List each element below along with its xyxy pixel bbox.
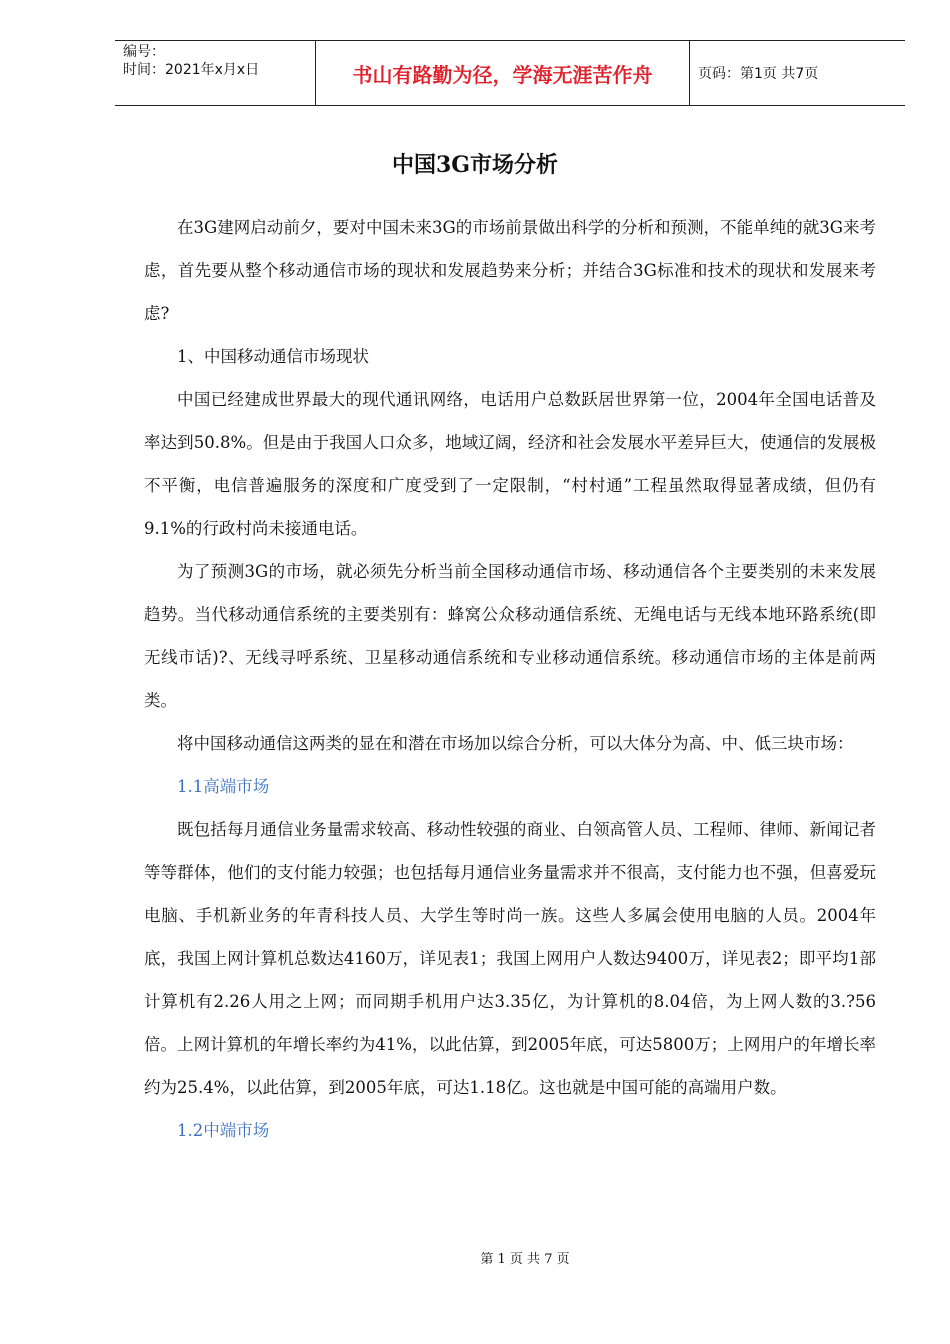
paragraph-market-status: 中国已经建成世界最大的现代通讯网络，电话用户总数跃居世界第一位，2004年全国电话普及率达到50.8%。但是由于我国人口众多，地域辽阔，经济和社会发展水平差异巨大，使通信的发展极不平衡，电信普遍服务的深度和广度受到了一定限制，“村村通”工程虽然取得显著成绩，但仍有9.1%的行政村尚未接通电话。: [144, 390, 876, 538]
header-meta: [115, 41, 316, 105]
document-body: [144, 206, 876, 1152]
subheading-high-end-market: 1.1高端市场: [177, 777, 270, 796]
paragraph-intro: 在3G建网启动前夕，要对中国未来3G的市场前景做出科学的分析和预测，不能单纯的就3G来考虑，首先要从整个移动通信市场的现状和发展趋势来分析；并结合3G标准和技术的现状和发展来考虑?: [144, 218, 876, 323]
header-motto: 书山有路勤为径，学海无涯苦作舟: [316, 41, 690, 105]
document-header: [115, 40, 905, 106]
header-page-info: 页码：第1页 共7页: [698, 66, 819, 82]
document-title: 中国3G市场分析: [391, 152, 559, 178]
document-time-label: 时间：2021年x月x日: [123, 62, 260, 78]
paragraph-market-segments: 将中国移动通信这两类的显在和潜在市场加以综合分析，可以大体分为高、中、低三块市场：: [177, 734, 854, 753]
section-heading-1: 1、中国移动通信市场现状: [177, 347, 369, 366]
paragraph-forecast: 为了预测3G的市场，就必须先分析当前全国移动通信市场、移动通信各个主要类别的未来发展趋势。当代移动通信系统的主要类别有：蜂窝公众移动通信系统、无绳电话与无线本地环路系统(即无线市话)?、无线寻呼系统、卫星移动通信系统和专业移动通信系统。移动通信市场的主体是前两类。: [144, 562, 876, 710]
subheading-mid-end-market: 1.2中端市场: [177, 1121, 270, 1140]
paragraph-high-end-market: 既包括每月通信业务量需求较高、移动性较强的商业、白领高管人员、工程师、律师、新闻记者等等群体，他们的支付能力较强；也包括每月通信业务量需求并不很高，支付能力也不强，但喜爱玩电脑、手机新业务的年青科技人员、大学生等时尚一族。这些人多属会使用电脑的人员。2004年底，我国上网计算机总数达4160万，详见表1；我国上网用户人数达9400万，详见表2；即平均1部计算机有2.26人用之上网；而同期手机用户达3.35亿，为计算机的8.04倍，为上网人数的3.?56倍。上网计算机的年增长率约为41%，以此估算，到2005年底，可达5800万；上网用户的年增长率约为25.4%，以此估算，到2005年底，可达1.18亿。这也就是中国可能的高端用户数。: [144, 820, 876, 1097]
document-number-label: 编号：: [123, 44, 165, 60]
page-footer: 第 1 页 共 7 页: [480, 1252, 570, 1267]
